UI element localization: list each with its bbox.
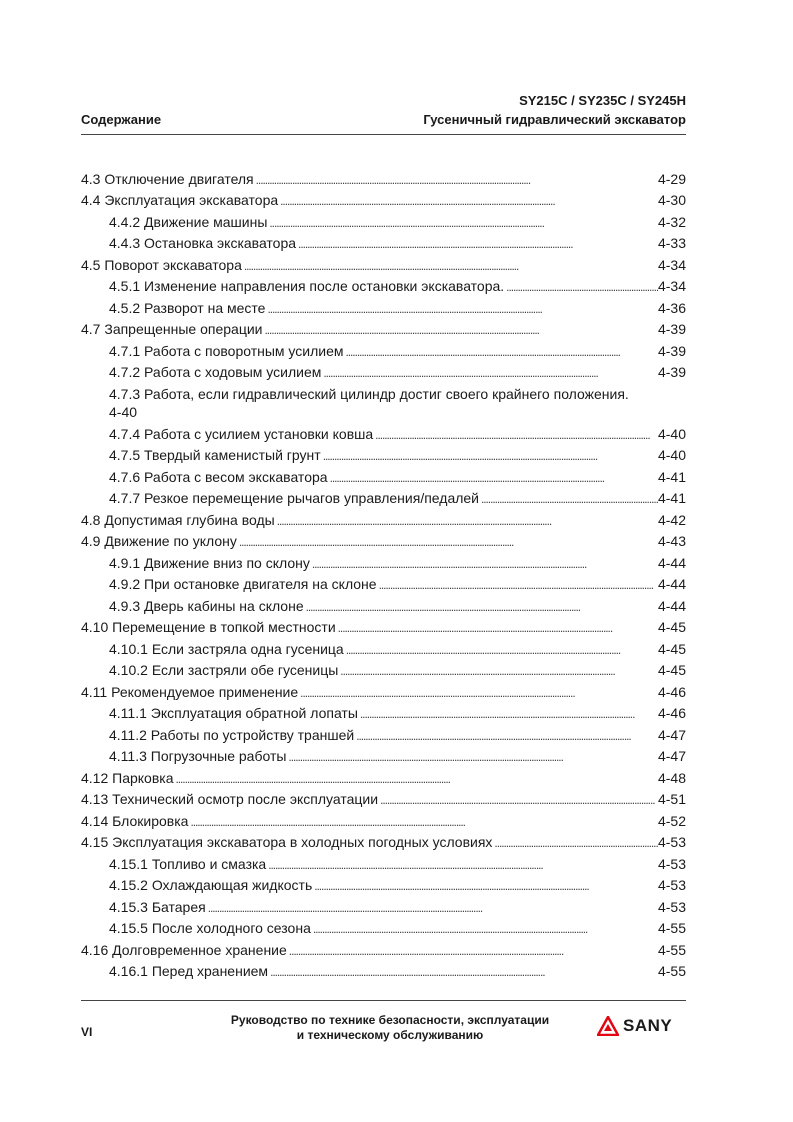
toc-entry[interactable]: 4.5.2 Разворот на месте . . . 4-36 bbox=[109, 299, 686, 317]
toc-entry[interactable]: 4.10.1 Если застряла одна гусеница . . . 4-45 bbox=[109, 640, 686, 658]
toc-entry[interactable]: 4.15 Эксплуатация экскаватора в холодных погодных условиях . . . 4-53 bbox=[81, 833, 686, 851]
footer-title bbox=[200, 1013, 580, 1043]
toc-entry[interactable]: 4.4 Эксплуатация экскаватора . . . 4-30 bbox=[81, 191, 686, 209]
toc-entry[interactable]: 4.4.2 Движение машины . . . 4-32 bbox=[109, 213, 686, 231]
toc-entry[interactable]: 4.5.1 Изменение направления после остановки экскаватора. . . . 4-34 bbox=[109, 277, 686, 295]
toc-entry[interactable]: 4.7.7 Резкое перемещение рычагов управления/педалей . . . 4-41 bbox=[109, 489, 686, 507]
header-section-title: Содержание bbox=[81, 112, 162, 127]
footer-divider bbox=[81, 1000, 686, 1001]
toc-entry[interactable]: 4.9.3 Дверь кабины на склоне . . . 4-44 bbox=[109, 597, 686, 615]
toc-entry[interactable]: 4.10.2 Если застряли обе гусеницы . . . 4-45 bbox=[109, 661, 686, 679]
toc-entry[interactable]: 4.7.4 Работа с усилием установки ковша . . . 4-40 bbox=[109, 425, 686, 443]
sany-triangle-logo-icon bbox=[597, 1016, 619, 1036]
toc-entry[interactable]: 4.7.6 Работа с весом экскаватора . . . 4-41 bbox=[109, 468, 686, 486]
toc-entry[interactable]: 4.10 Перемещение в топкой местности . . . 4-45 bbox=[81, 618, 686, 636]
toc-entry[interactable]: 4.11.3 Погрузочные работы . . . 4-47 bbox=[109, 747, 686, 765]
toc-entry[interactable]: 4.11.1 Эксплуатация обратной лопаты . . . 4-46 bbox=[109, 704, 686, 722]
toc-entry[interactable]: 4.15.5 После холодного сезона . . . 4-55 bbox=[109, 919, 686, 937]
toc-entry[interactable]: 4.9.1 Движение вниз по склону . . . 4-44 bbox=[109, 554, 686, 572]
toc-entry[interactable]: 4.7 Запрещенные операции . . . 4-39 bbox=[81, 320, 686, 338]
footer-title-line2: и техническому обслуживанию bbox=[296, 1028, 484, 1042]
sany-logo-text: SANY bbox=[623, 1016, 673, 1035]
table-of-contents bbox=[81, 0, 686, 1000]
toc-entry[interactable]: 4.11.2 Работы по устройству траншей . . . 4-47 bbox=[109, 726, 686, 744]
page-number: VI bbox=[81, 1025, 93, 1039]
footer-title-line1: Руководство по технике безопасности, эксплуатации bbox=[230, 1013, 550, 1027]
toc-entry[interactable]: 4.3 Отключение двигателя . . . 4-29 bbox=[81, 170, 686, 188]
toc-entry[interactable]: 4.15.1 Топливо и смазка . . . 4-53 bbox=[109, 855, 686, 873]
toc-entry[interactable]: 4.14 Блокировка . . . 4-52 bbox=[81, 812, 686, 830]
sany-logo bbox=[597, 1016, 672, 1036]
toc-entry[interactable]: 4.9 Движение по уклону . . . 4-43 bbox=[81, 532, 686, 550]
toc-entry[interactable]: 4.15.3 Батарея . . . 4-53 bbox=[109, 898, 686, 916]
toc-entry[interactable]: 4.15.2 Охлаждающая жидкость . . . 4-53 bbox=[109, 876, 686, 894]
toc-entry[interactable]: 4.7.3 Работа, если гидравлический цилиндр достиг своего крайнего положения. 4-40 bbox=[109, 386, 629, 420]
toc-entry[interactable]: 4.12 Парковка . . . 4-48 bbox=[81, 769, 686, 787]
toc-entry[interactable]: 4.8 Допустимая глубина воды . . . 4-42 bbox=[81, 511, 686, 529]
toc-entry[interactable]: 4.7.1 Работа с поворотным усилием . . . 4-39 bbox=[109, 342, 686, 360]
toc-entry[interactable]: 4.9.2 При остановке двигателя на склоне . . . 4-44 bbox=[109, 575, 686, 593]
toc-entry[interactable]: 4.16 Долговременное хранение . . . 4-55 bbox=[81, 941, 686, 959]
header-models: SY215C / SY235C / SY245H bbox=[519, 93, 686, 108]
toc-entry[interactable]: 4.7.2 Работа с ходовым усилием . . . 4-39 bbox=[109, 363, 686, 381]
toc-entry[interactable]: 4.5 Поворот экскаватора . . . 4-34 bbox=[81, 256, 686, 274]
toc-entry[interactable]: 4.16.1 Перед хранением . . . 4-55 bbox=[109, 962, 686, 980]
toc-entry[interactable]: 4.7.5 Твердый каменистый грунт . . . 4-40 bbox=[109, 446, 686, 464]
toc-entry[interactable]: 4.11 Рекомендуемое применение . . . 4-46 bbox=[81, 683, 686, 701]
toc-entry[interactable]: 4.13 Технический осмотр после эксплуатации . . . 4-51 bbox=[81, 790, 686, 808]
header-subtitle: Гусеничный гидравлический экскаватор bbox=[423, 112, 686, 127]
toc-entry[interactable]: 4.4.3 Остановка экскаватора . . . 4-33 bbox=[109, 234, 686, 252]
